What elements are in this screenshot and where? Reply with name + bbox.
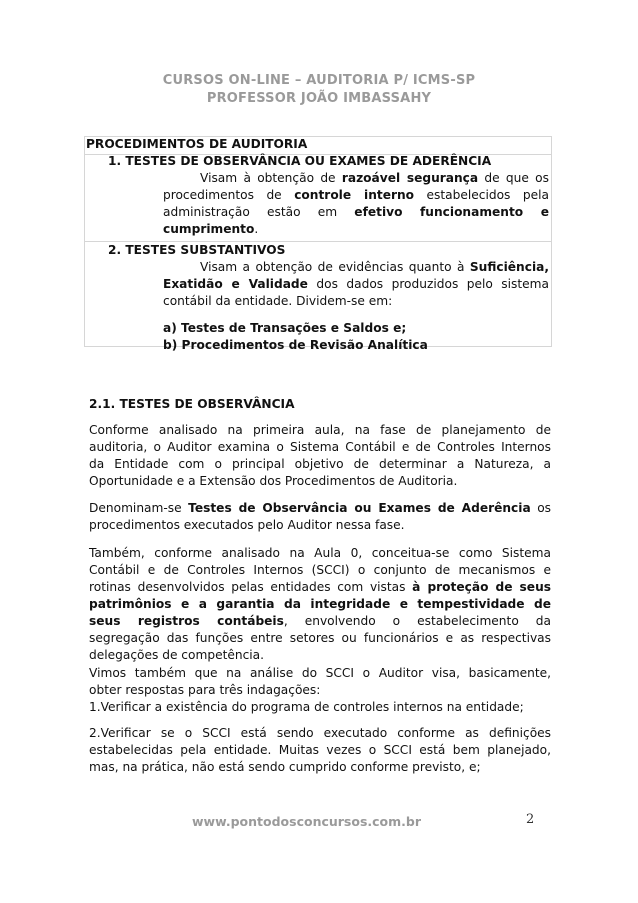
paragraph-line: delegações de competência. <box>89 648 265 662</box>
paragraph-line: seus registros contábeis, envolvendo o estabelecimento da <box>89 614 551 628</box>
item2-heading: 2. TESTES SUBSTANTIVOS <box>108 243 286 257</box>
paragraph-line: 1.Verificar a existência do programa de controles internos na entidade; <box>89 700 524 714</box>
paragraph-3 <box>89 545 551 664</box>
paragraph-line: auditoria, o Auditor examina o Sistema Contábil e de Controles Internos <box>89 440 551 454</box>
paragraph-line: segregação das funções entre setores ou funcionários e as respectivas <box>89 631 551 645</box>
paragraph-line: 2.Verificar se o SCCI está sendo executado conforme as definições <box>89 726 551 740</box>
paragraph-line: estabelecidas pela entidade. Muitas vezes o SCCI está bem planejado, <box>89 743 551 757</box>
header-course-title: CURSOS ON-LINE – AUDITORIA P/ ICMS-SP <box>162 73 476 88</box>
paragraph-line: mas, na prática, não está sendo cumprido conforme previsto, e; <box>89 760 481 774</box>
item2-line: Exatidão e Validade dos dados produzidos pelo sistema <box>163 277 549 291</box>
page-number: 2 <box>526 812 535 827</box>
item1-heading: 1. TESTES DE OBSERVÂNCIA OU EXAMES DE ADERÊNCIA <box>108 154 492 168</box>
item1-line: procedimentos de controle interno estabelecidos pela <box>163 188 549 202</box>
item2-sub-b: b) Procedimentos de Revisão Analítica <box>163 338 428 352</box>
paragraph-line: Contábil e de Controles Internos (SCCI) o conjunto de mecanismos e <box>89 563 551 577</box>
section-heading: 2.1. TESTES DE OBSERVÂNCIA <box>89 397 295 411</box>
page-header <box>0 72 638 108</box>
paragraph-line: patrimônios e a garantia da integridade e tempestividade de <box>89 597 551 611</box>
paragraph-line: rotinas desenvolvidos pelas entidades com vistas à proteção de seus <box>89 580 551 594</box>
header-professor: PROFESSOR JOÃO IMBASSAHY <box>206 91 432 106</box>
paragraph-line: Também, conforme analisado na Aula 0, conceitua-se como Sistema <box>89 546 551 560</box>
paragraph-2 <box>89 500 551 534</box>
paragraph-line: Vimos também que na análise do SCCI o Auditor visa, basicamente, <box>89 666 551 680</box>
item2-line: contábil da entidade. Dividem-se em: <box>163 294 393 308</box>
paragraph-5 <box>89 725 551 776</box>
procedures-title: PROCEDIMENTOS DE AUDITORIA <box>86 137 308 151</box>
item1-line: Visam à obtenção de razoável segurança de que os <box>200 171 549 185</box>
paragraph-line: Conforme analisado na primeira aula, na fase de planejamento de <box>89 423 551 437</box>
footer-website: www.pontodosconcursos.com.br <box>192 814 422 829</box>
paragraph-line: obter respostas para três indagações: <box>89 683 321 697</box>
item1-line: cumprimento. <box>163 222 259 236</box>
paragraph-line: da Entidade com o principal objetivo de determinar a Natureza, a <box>89 457 551 471</box>
paragraph-1 <box>89 422 551 490</box>
paragraph-line: procedimentos executados pelo Auditor nessa fase. <box>89 518 405 532</box>
item2-line: Visam a obtenção de evidências quanto à Suficiência, <box>200 260 549 274</box>
paragraph-4 <box>89 665 551 716</box>
item2-sub-a: a) Testes de Transações e Saldos e; <box>163 321 407 335</box>
item1-line: administração estão em efetivo funcionamento e <box>163 205 549 219</box>
paragraph-line: Oportunidade e a Extensão dos Procedimentos de Auditoria. <box>89 474 458 488</box>
paragraph-line: Denominam-se Testes de Observância ou Exames de Aderência os <box>89 501 551 515</box>
